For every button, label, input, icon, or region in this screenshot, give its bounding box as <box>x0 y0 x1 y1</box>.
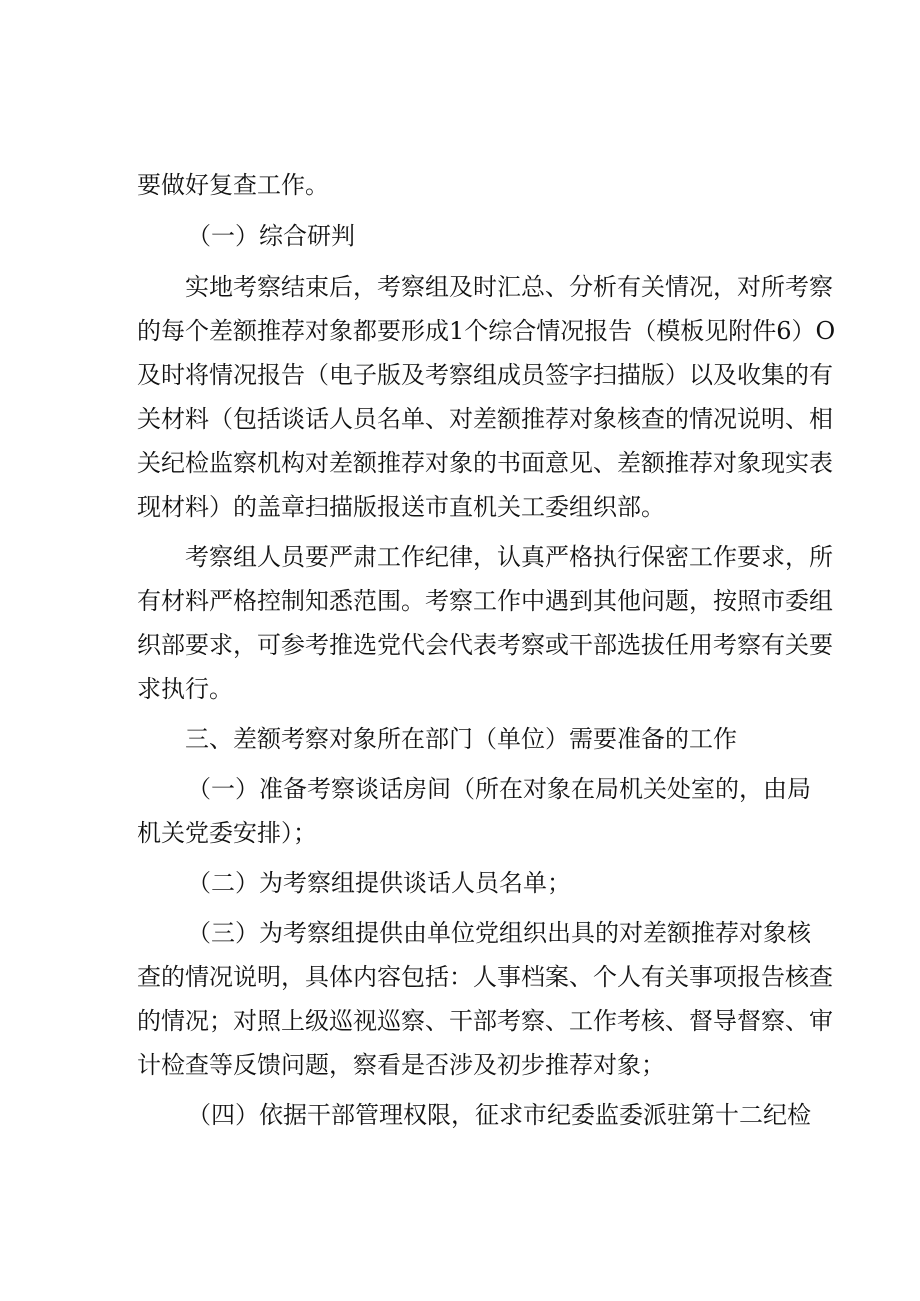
section-heading-three: 三、差额考察对象所在部门（单位）需要准备的工作 <box>185 725 737 753</box>
paragraph-line: 实地考察结束后，考察组及时汇总、分析有关情况，对所考察 <box>185 273 833 301</box>
list-item-four-line: （四）依据干部管理权限，征求市纪委监委派驻第十二纪检 <box>187 1101 811 1129</box>
list-item-three-line: 计检查等反馈问题，察看是否涉及初步推荐对象； <box>137 1051 665 1079</box>
paragraph-line: 有材料严格控制知悉范围。考察工作中遇到其他问题，按照市委组 <box>137 587 833 615</box>
list-item-one-line: 机关党委安排）； <box>137 819 317 847</box>
list-item-one-line: （一）准备考察谈话房间（所在对象在局机关处室的，由局 <box>187 775 811 803</box>
list-item-three-line: （三）为考察组提供由单位党组织出具的对差额推荐对象核 <box>187 919 811 947</box>
paragraph-line: 现材料）的盖章扫描版报送市直机关工委组织部。 <box>137 493 665 521</box>
list-item-two-line: （二）为考察组提供谈话人员名单； <box>187 869 571 897</box>
paragraph-line: 的每个差额推荐对象都要形成1个综合情况报告（模板见附件6）O <box>137 317 836 345</box>
list-item-three-line: 查的情况说明，具体内容包括：人事档案、个人有关事项报告核查 <box>137 963 833 991</box>
paragraph-line: 织部要求，可参考推选党代会代表考察或干部选拔任用考察有关要 <box>137 631 833 659</box>
paragraph-line: 求执行。 <box>137 675 233 703</box>
list-item-three-line: 的情况；对照上级巡视巡察、干部考察、工作考核、督导督察、审 <box>137 1007 833 1035</box>
subheading-comprehensive-review: （一）综合研判 <box>187 222 355 250</box>
paragraph-line: 关材料（包括谈话人员名单、对差额推荐对象核查的情况说明、相 <box>137 405 833 433</box>
paragraph-line: 及时将情况报告（电子版及考察组成员签字扫描版）以及收集的有 <box>137 361 833 389</box>
paragraph-line: 考察组人员要严肃工作纪律，认真严格执行保密工作要求，所 <box>185 543 833 571</box>
paragraph-line: 关纪检监察机构对差额推荐对象的书面意见、差额推荐对象现实表 <box>137 449 833 477</box>
text-line-continuation: 要做好复查工作。 <box>137 171 329 199</box>
